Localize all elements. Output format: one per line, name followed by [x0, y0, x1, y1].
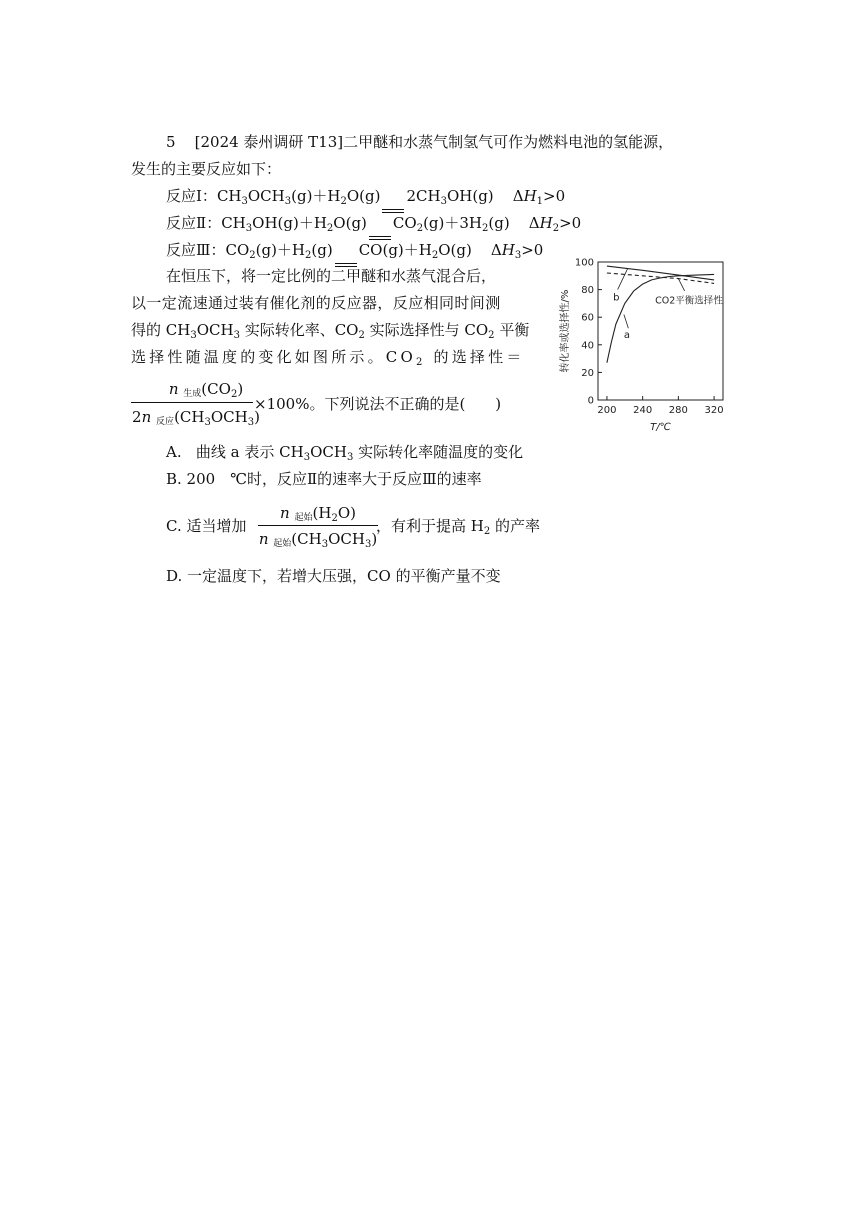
reaction-1: 反应Ⅰ：$CH_3OCH_3(g)+H_2O(g)$ $2CH_3OH(g)$ $\Delta H_1>0$	[166, 187, 566, 207]
label-b-leader	[618, 269, 628, 290]
label-a: a	[623, 329, 631, 341]
x-tick-label: 240	[633, 405, 653, 416]
y-tick-label: 0	[587, 395, 594, 407]
option-c-suffix: ，有利于提高 $H_2$ 的产率	[376, 517, 541, 537]
x-tick-label: 200	[597, 405, 617, 416]
fraction-bar	[131, 402, 253, 403]
y-tick-label: 20	[581, 367, 594, 379]
reaction-label: 反应Ⅰ：	[166, 187, 217, 205]
fraction-denominator: n 起始$(CH_3OCH_3)$	[258, 530, 378, 550]
fraction-numerator: n 起始$(H_2O)$	[280, 504, 356, 524]
plot-frame	[598, 262, 723, 400]
option-a[interactable]: A. 曲线 a 表示 $CH_3OCH_3$ 实际转化率随温度的变化	[166, 443, 524, 463]
paragraph-line-2: 以一定流速通过装有催化剂的反应器，反应相同时间测	[131, 294, 501, 312]
x-axis-label: T/℃	[650, 422, 671, 433]
option-c-prefix: C. 适当增加	[166, 517, 247, 535]
fraction-bar	[258, 525, 378, 526]
option-d[interactable]: D. 一定温度下，若增大压强，CO 的平衡产量不变	[166, 567, 501, 585]
chart-series	[607, 266, 714, 363]
y-axis-label: 转化率或选择性/%	[560, 289, 571, 373]
selectivity-formula	[131, 380, 261, 430]
reaction-3: 反应Ⅲ：$CO_2(g)+H_2(g)$ $CO(g)+H_2O(g)$ $\Delta H_3>0$	[166, 241, 544, 261]
chart-axes	[558, 258, 724, 434]
selectivity-suffix: ×100%。下列说法不正确的是( )	[254, 395, 502, 413]
x-tick-label: 320	[704, 405, 724, 416]
label-co2-equilibrium: CO2平衡选择性	[655, 295, 723, 307]
reaction-label: 反应Ⅱ：	[166, 214, 222, 232]
question-header	[166, 132, 673, 152]
chart	[555, 252, 730, 437]
reaction-2: 反应Ⅱ：$CH_3OH(g)+H_2O(g)$ $CO_2(g)+3H_2(g)$ $\Delta H_2>0$	[166, 214, 582, 234]
question-intro-line2: 发生的主要反应如下：	[131, 160, 282, 178]
option-b[interactable]: B. 200 ℃时，反应Ⅱ的速率大于反应Ⅲ的速率	[166, 470, 482, 488]
question-number: 5	[166, 133, 176, 151]
question-intro: 二甲醚和水蒸气制氢气可作为燃料电池的氢能源，	[343, 133, 674, 151]
option-c-fraction	[258, 504, 378, 554]
paragraph-line-1: 在恒压下，将一定比例的二甲醚和水蒸气混合后，	[166, 267, 497, 285]
y-tick-label: 40	[581, 340, 594, 352]
paragraph-line-3: 得的 $CH_3OCH_3$ 实际转化率、$CO_2$ 实际选择性与 $CO_2$ 平衡	[131, 321, 530, 341]
fraction-denominator: 2n 反应$(CH_3OCH_3)$	[132, 408, 260, 428]
option-c[interactable]	[166, 504, 586, 554]
label-a-leader	[624, 314, 628, 328]
reaction-label: 反应Ⅲ：	[166, 241, 226, 259]
x-tick-label: 280	[668, 405, 688, 416]
paragraph-line-4: 选择性随温度的变化如图所示。$CO_2$ 的选择性＝	[131, 348, 525, 368]
label-co2-leader	[678, 279, 684, 291]
question-source: [2024 泰州调研 T13]	[194, 133, 344, 151]
y-tick-label: 100	[574, 257, 594, 269]
fraction-numerator: n 生成$(CO_2)$	[168, 380, 244, 400]
series-line-a	[607, 274, 714, 362]
label-b: b	[613, 292, 620, 304]
y-tick-label: 60	[581, 312, 594, 324]
chart-labels	[613, 269, 723, 341]
y-tick-label: 80	[581, 285, 594, 297]
